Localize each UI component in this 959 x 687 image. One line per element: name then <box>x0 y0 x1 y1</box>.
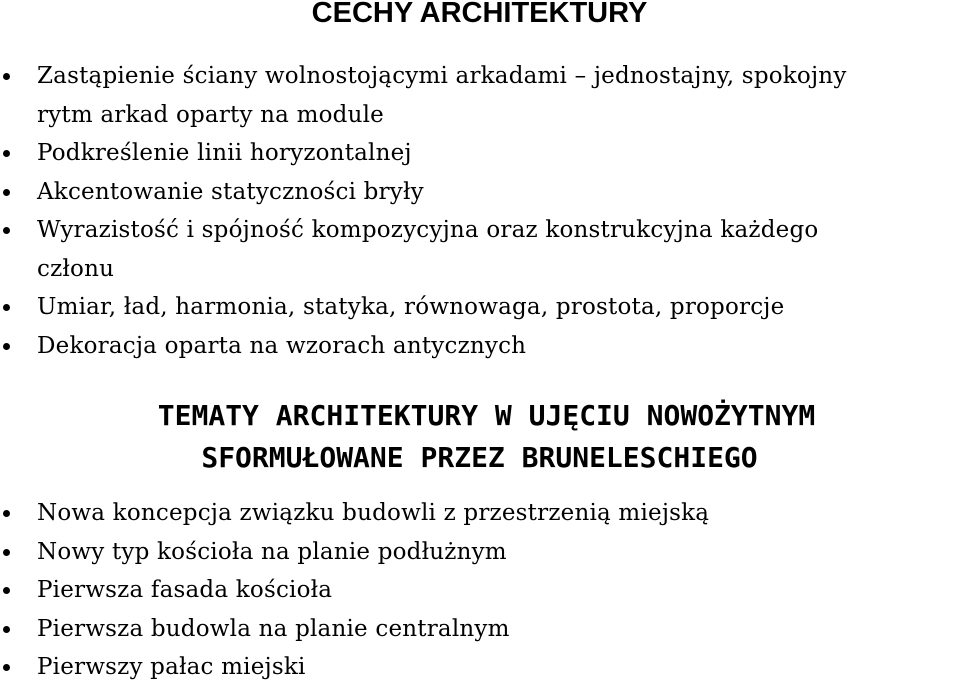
features-list <box>0 57 959 365</box>
list-item-text: Zastąpienie ściany wolnostojącymi arkadami – jednostajny, spokojny <box>37 63 847 89</box>
list-item-text: Nowy typ kościoła na planie podłużnym <box>37 538 507 565</box>
list-item-text-continued: rytm arkad oparty na module <box>37 101 384 128</box>
list-item <box>0 173 959 212</box>
list-item-text: Pierwszy pałac miejski <box>37 654 306 680</box>
page-title: CECHY ARCHITEKTURY <box>311 0 648 29</box>
list-item-text-continued: członu <box>37 255 115 282</box>
list-item-text: Wyrazistość i spójność kompozycyjna oraz konstrukcyjna każdego <box>37 217 819 243</box>
list-item <box>0 134 959 173</box>
list-item-text: Dekoracja oparta na wzorach antycznych <box>37 332 527 359</box>
list-item-text: Umiar, ład, harmonia, statyka, równowaga, prostota, proporcje <box>37 294 785 320</box>
list-item-text: Pierwsza fasada kościoła <box>37 577 333 603</box>
themes-list <box>0 494 959 687</box>
section-heading-line-2: SFORMUŁOWANE PRZEZ BRUNELESCHIEGO <box>201 441 758 474</box>
list-item <box>0 571 959 610</box>
list-item <box>0 288 959 327</box>
list-item-text: Podkreślenie linii horyzontalnej <box>37 140 412 166</box>
list-item <box>0 494 959 533</box>
section-heading <box>0 395 959 479</box>
list-item-text: Akcentowanie statyczności bryły <box>37 178 424 205</box>
list-item <box>0 57 959 134</box>
section-heading-line-1: TEMATY ARCHITEKTURY W UJĘCIU NOWOŻYTNYM <box>157 399 816 432</box>
list-item <box>0 610 959 649</box>
list-item <box>0 211 959 288</box>
list-item <box>0 327 959 366</box>
list-item <box>0 648 959 687</box>
list-item <box>0 533 959 572</box>
list-item-text: Pierwsza budowla na planie centralnym <box>37 615 510 642</box>
list-item-text: Nowa koncepcja związku budowli z przestrzenią miejską <box>37 500 710 526</box>
